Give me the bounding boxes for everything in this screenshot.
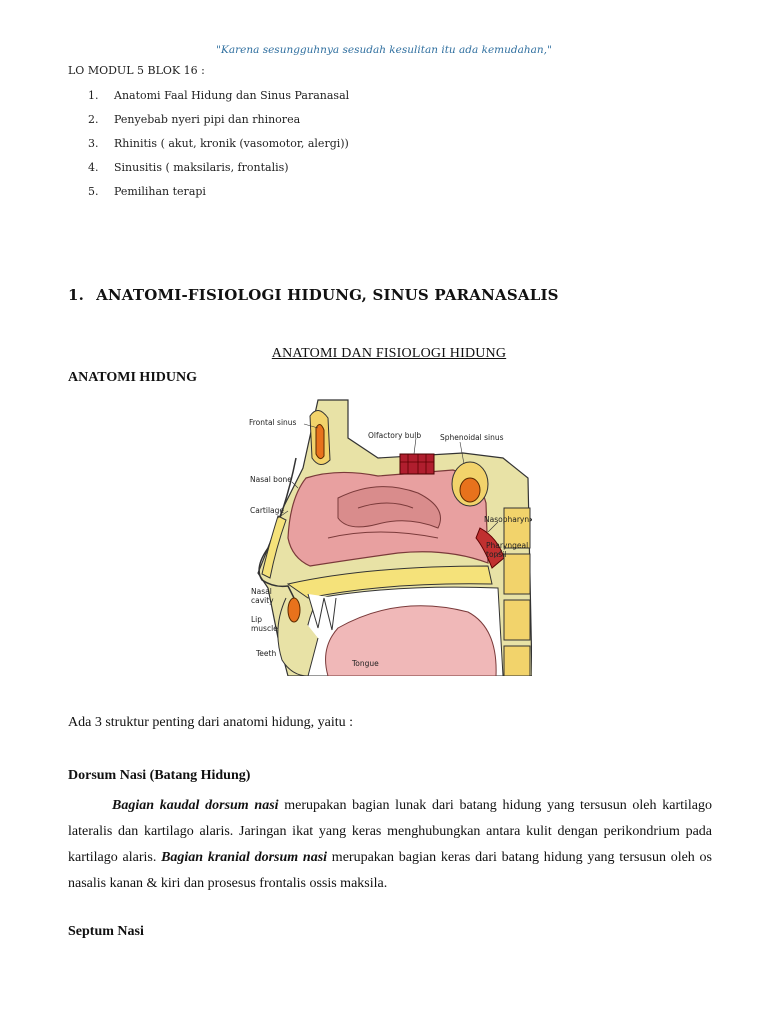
section-title bbox=[68, 286, 559, 304]
label-muscle: muscle bbox=[251, 624, 278, 633]
label-frontal-sinus: Frontal sinus bbox=[249, 418, 297, 427]
sub-heading: ANATOMI HIDUNG bbox=[68, 370, 197, 385]
lo-title: LO MODUL 5 BLOK 16 : bbox=[68, 64, 205, 77]
dorsum-nasi-heading: Dorsum Nasi (Batang Hidung) bbox=[68, 768, 251, 783]
dorsum-nasi-paragraph: Bagian kaudal dorsum nasi merupakan bagian lunak dari batang hidung yang tersusun oleh kartilago lateralis dan kartilago alaris. Jaringan ikat yang keras menghubungkan antara kulit dengan perikondrium pada kartilago alaris. Bagian kranial dorsum nasi merupakan bagian keras dari batang hidung yang tersusun oleh os nasalis kanan & kiri dan prosesus frontalis ossis maksila. bbox=[68, 798, 713, 891]
list-item: 3. Rhinitis ( akut, kronik (vasomotor, alergi)) bbox=[88, 137, 349, 150]
nasal-anatomy-figure bbox=[248, 398, 532, 676]
header-quote: "Karena sesungguhnya sesudah kesulitan itu ada kemudahan," bbox=[216, 44, 552, 56]
list-item: 5. Pemilihan terapi bbox=[88, 185, 206, 198]
label-tongue: Tongue bbox=[352, 659, 379, 668]
label-cartilage: Cartilage bbox=[250, 506, 284, 515]
center-heading: ANATOMI DAN FISIOLOGI HIDUNG bbox=[271, 346, 507, 361]
list-item: 1. Anatomi Faal Hidung dan Sinus Paranasal bbox=[88, 89, 350, 102]
label-nasal-bone: Nasal bone bbox=[250, 475, 292, 484]
label-pharyngeal: Pharyngeal bbox=[486, 541, 529, 550]
label-nasal: Nasal bbox=[251, 587, 272, 596]
label-lip: Lip bbox=[251, 615, 263, 624]
label-teeth: Teeth bbox=[256, 649, 277, 658]
list-item: 2. Penyebab nyeri pipi dan rhinorea bbox=[88, 113, 301, 126]
section-title-text: ANATOMI-FISIOLOGI HIDUNG, SINUS PARANASALIS bbox=[96, 286, 559, 304]
label-olfactory-bulb: Olfactory bulb bbox=[368, 431, 422, 440]
septum-nasi-heading: Septum Nasi bbox=[68, 924, 144, 939]
intro-text: Ada 3 struktur penting dari anatomi hidung, yaitu : bbox=[68, 715, 354, 730]
emphasis-caudal: Bagian kaudal dorsum nasi bbox=[112, 798, 279, 813]
label-nasopharynx: Nasopharynx bbox=[484, 515, 532, 524]
label-tonsil: tonsil bbox=[486, 550, 507, 559]
label-cavity: cavity bbox=[251, 596, 274, 605]
emphasis-cranial: Bagian kranial dorsum nasi bbox=[161, 850, 328, 865]
section-number: 1. bbox=[68, 286, 85, 304]
nasal-anatomy-illustration bbox=[248, 398, 532, 676]
list-item: 4. Sinusitis ( maksilaris, frontalis) bbox=[88, 161, 289, 174]
lo-list bbox=[88, 88, 349, 208]
label-sphenoidal-sinus: Sphenoidal sinus bbox=[440, 433, 504, 442]
